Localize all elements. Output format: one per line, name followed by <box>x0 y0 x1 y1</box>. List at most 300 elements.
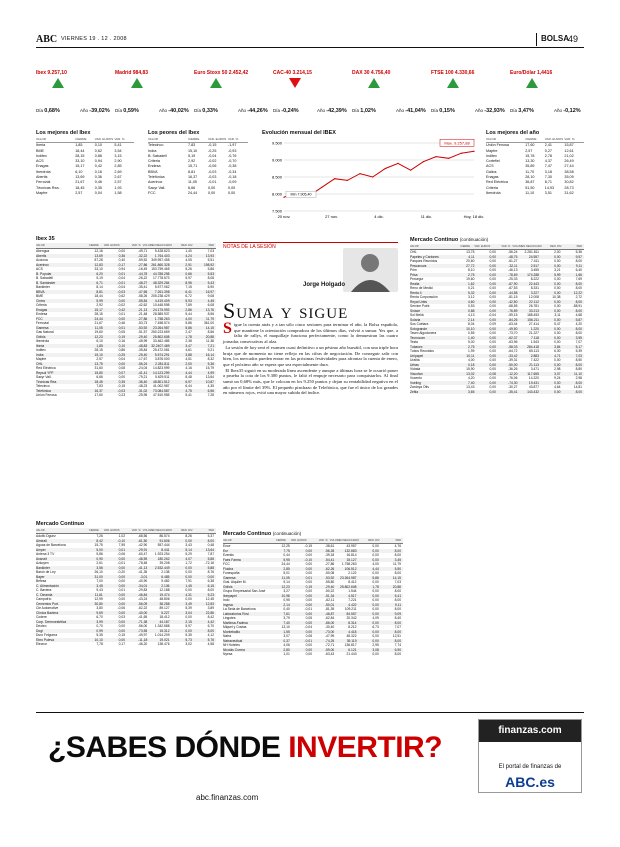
table-cell: 3,54 <box>114 148 122 153</box>
table-cell: Iberia <box>36 343 45 348</box>
table-cell: 0,00 <box>305 647 313 652</box>
table-cell: 0,00 <box>305 602 313 607</box>
table-cell: 4.422 <box>348 602 357 607</box>
table-cell: 8.222 <box>530 277 539 281</box>
x-tick-label: 27 nov. <box>325 214 338 219</box>
table-cell: 2,00 <box>554 250 561 254</box>
table-cell: -51,34 <box>324 593 335 598</box>
table-cell: 7,95 <box>118 543 126 547</box>
table-cell: 9,11 <box>394 602 402 607</box>
table-cell: -60,47 <box>137 552 148 556</box>
table-cell: 12,23 <box>281 584 290 589</box>
table-cell: Vidrala <box>410 367 421 371</box>
table-cell: Almirall <box>36 538 47 543</box>
table-cell: 48.801.512 <box>153 379 170 384</box>
table-cell: 6,90 <box>394 647 402 652</box>
table-title-suffix: (continuación) <box>459 237 489 242</box>
table-cell: 23.264.987 <box>153 325 170 330</box>
table-cell: 7,40 <box>468 380 475 385</box>
table-cell: 38.288 <box>159 601 170 606</box>
table-cell: 73.084.587 <box>153 388 170 393</box>
table-cell: 0,00 <box>554 259 561 263</box>
table-cell: -63,96 <box>508 340 518 344</box>
advertisement[interactable] <box>36 712 584 808</box>
table-cell: 5,26 <box>185 267 192 271</box>
table-cell: 0,00 <box>489 358 496 362</box>
table-cell: 7.221 <box>348 598 357 602</box>
table-cell: 20.342 <box>346 616 357 620</box>
table-cell: 28,73 <box>564 185 574 190</box>
ticker-day-value: 1,02% <box>360 108 376 114</box>
header-divider <box>536 33 537 46</box>
table-cell: 5,99 <box>554 272 561 277</box>
table-cell: 7,83 <box>188 143 196 148</box>
table-cell: 557.444 <box>157 543 170 547</box>
table-cell: 12.008 <box>528 295 539 299</box>
table-cell: 38,58 <box>564 169 574 174</box>
table-cell: -49,50 <box>508 326 518 331</box>
table-cell: 6,44 <box>185 384 192 388</box>
table-cell: 16,97 <box>205 289 215 294</box>
table-title: Mercado Continuo <box>36 521 85 527</box>
table-cell: 0,36 <box>118 253 126 258</box>
table-cell: 0,88 <box>468 308 475 313</box>
table-cell: 10,10 <box>466 326 475 331</box>
table-cell: 0,00 <box>554 286 561 290</box>
y-tick-label: 8.500 <box>271 174 282 180</box>
table-cell: 0,00 <box>305 620 313 625</box>
table-cell: 3.876.000 <box>154 357 170 361</box>
table-cell: 8,00 <box>575 299 583 304</box>
table-cell: 0,00 <box>305 652 313 656</box>
ticker-item <box>510 70 605 116</box>
table-cell: 0,00 <box>554 335 561 340</box>
table-cell: -0,18 <box>228 175 237 180</box>
table-cell: 0,05 <box>118 330 126 334</box>
table-cell: -12,20 <box>508 371 518 376</box>
table-cell: 0,00 <box>118 592 126 597</box>
table-cell: 2,61 <box>96 561 103 565</box>
table-cell: 33,10 <box>75 159 85 164</box>
table-cell: 26.781 <box>528 304 539 308</box>
table-cell: 21,02 <box>564 153 574 158</box>
table-cell: 9,11 <box>575 263 583 268</box>
table-cell: 1.758.263 <box>154 316 170 321</box>
table-cell: Amper <box>36 547 46 552</box>
table-cell: 2,67 <box>114 175 122 180</box>
table-cell: 28,15 <box>94 348 103 352</box>
table-cell: 4,00 <box>468 358 475 362</box>
table-cell: -0,10 <box>117 538 126 543</box>
table-cell: Funespaña <box>223 571 240 575</box>
table-cell: 13,69 <box>94 253 103 258</box>
table-cell: 3,04 <box>185 610 192 615</box>
table-cell: 13,64 <box>205 375 215 379</box>
table-cell: 7,74 <box>394 643 402 647</box>
table-cell: 13,43 <box>466 385 475 389</box>
table-cell: -56,28 <box>324 548 335 553</box>
table-cell: 7,07 <box>575 340 583 344</box>
table-cell: Inditex <box>36 153 47 158</box>
table-cell: 5,23 <box>207 592 215 597</box>
table-cell: 6,66 <box>96 375 103 379</box>
table-cell: -81,39 <box>324 607 335 611</box>
ticker-name: CAC-40 3.214,15 <box>273 70 312 76</box>
table-cell: 6.485 <box>161 574 170 579</box>
table-cell: 33,10 <box>94 267 103 271</box>
table-cell: 3,45 <box>394 557 402 562</box>
table-cell: 2.281.811 <box>524 250 539 254</box>
continuo-table-2 <box>223 530 403 657</box>
table-cell: 0,00 <box>372 553 379 557</box>
ticker-day: Día 0,33% <box>194 108 218 114</box>
table-cell: Inditex <box>486 153 497 158</box>
ticker-day: Día -0,24% <box>273 108 299 114</box>
table-cell: 8,00 <box>575 308 583 313</box>
table-cell: -33,42 <box>508 353 518 358</box>
article-paragraph-1: igue la cuenta atrás y a tan sólo cinco sesiones para terminar el año, la Bolsa española, que mantiene la orientación compradora de los últimos días, volvió a sumar. Yes que, a falta de rallys, el maquillaje funciona perfectamente, como lo demuestran las cuatro jornadas consecutivas al alza. <box>223 322 398 345</box>
table-cell: 0,03 <box>118 615 126 619</box>
table-cell: 19.474 <box>159 592 170 597</box>
table-cell: 1.543 <box>530 340 539 344</box>
ticker-year: Año -39,02% <box>80 108 110 114</box>
table-cell: 0,00 <box>489 299 496 304</box>
table-cell: 11,05 <box>188 180 197 185</box>
table-cell: BME <box>36 294 44 298</box>
table-cell: 4.517 <box>348 593 357 598</box>
table-cell: 32.2407.489 <box>151 343 170 348</box>
table-cell: Grifols <box>36 334 46 339</box>
table-cell: 5,44 <box>185 312 192 316</box>
table-cell: 0,04 <box>118 357 126 361</box>
table-cell: Urbas <box>410 362 419 367</box>
table-cell: 2,72 <box>575 295 583 299</box>
table-cell: Sos Cuétara <box>410 322 429 326</box>
data-point <box>410 170 411 171</box>
table-cell: 0,00 <box>489 362 496 367</box>
table-cell: Iberia <box>36 143 46 148</box>
table-cell: Sacyr Vall. <box>36 375 52 379</box>
table-cell: 28,15 <box>75 153 85 158</box>
table-cell: 51,50 <box>525 185 535 190</box>
table-cell: 2,80 <box>283 647 290 652</box>
table-cell: 7.458.574 <box>154 321 170 325</box>
table-cell: Mapfre <box>36 357 47 361</box>
table-cell: -0,04 <box>117 285 126 289</box>
table-cell: 4,24 <box>185 253 192 258</box>
table-cell: 7,75 <box>283 548 290 553</box>
table-cell: 0,00 <box>489 286 496 290</box>
table-cell: 10.448.598 <box>153 303 170 307</box>
table-cell: -32,22 <box>137 253 148 258</box>
table-cell: BME <box>36 148 44 153</box>
table-cell: -47,65 <box>137 289 148 294</box>
table-cell: Inypsa <box>223 602 233 607</box>
table-cell: Enagas <box>36 164 49 169</box>
table-cell: La Seda de Barcelona <box>223 607 256 611</box>
table-cell: -59,52 <box>137 258 148 262</box>
table-cell: -24,04 <box>137 366 148 370</box>
table-cell: 2.122 <box>348 571 357 575</box>
table-cell: 0,00 <box>489 295 496 299</box>
table-cell: Codere <box>36 615 47 619</box>
table-cell: 17,60 <box>94 393 103 397</box>
table-cell: -11,18 <box>138 637 148 642</box>
table-row <box>36 191 134 196</box>
table-cell: 25.802.608 <box>153 334 170 339</box>
table-cell: 8,00 <box>575 281 583 286</box>
table-cell: Viscofan <box>410 371 423 376</box>
table-cell: 156.211 <box>527 317 539 322</box>
table-cell: 3,89 <box>207 606 215 610</box>
table-cell: 16,14 <box>205 352 215 357</box>
table-cell: 0,00 <box>554 281 561 286</box>
table-cell: 4,44 <box>372 566 379 571</box>
table-cell: Ezentis <box>223 553 234 557</box>
table-cell: 0,00 <box>305 629 313 634</box>
table-cell: 0,00 <box>208 185 216 190</box>
table-cell: -29,83 <box>137 588 148 592</box>
table-cell: -0,25 <box>117 352 126 357</box>
table-cell: 0,00 <box>207 574 215 579</box>
table-cell: 11,38 <box>206 339 215 343</box>
table-cell: 6,71 <box>96 280 103 285</box>
table-cell: 4,06 <box>283 643 290 647</box>
table-cell: Prim <box>410 268 417 272</box>
table-cell: 3,49 <box>185 601 192 606</box>
arrow-down-icon <box>289 78 301 88</box>
table-cell: 31,62 <box>564 190 574 195</box>
table-cell: Testa <box>410 340 418 344</box>
table-cell: 11,05 <box>94 325 103 330</box>
table-cell: 8,04 <box>468 322 475 326</box>
table-cell: Gral. Alquiler M. <box>223 580 247 584</box>
table-cell: 5,39 <box>575 349 583 353</box>
table-cell: 2,86 <box>185 307 192 312</box>
table-cell: 7,28 <box>207 393 215 397</box>
table-cell: Reno de Medici <box>410 286 433 290</box>
table-cell: Ebro Puleva <box>36 637 54 642</box>
table-cell: 4,00 <box>185 316 192 321</box>
table-cell: -39,31 <box>508 358 518 362</box>
table-cell: 15,10 <box>94 352 103 357</box>
table-cell: Sacyr Vall. <box>148 185 166 190</box>
table-cell: Inditex <box>36 348 46 352</box>
table-cell: 0,94 <box>94 159 102 164</box>
column-header: VOLUMEN NEGOCIADO <box>512 245 542 248</box>
table-cell: 22,86 <box>205 610 215 615</box>
ticker-name: Ibex 9.257,10 <box>36 70 67 76</box>
table-cell: 0,21 <box>468 286 475 290</box>
table-cell: 16,37 <box>94 388 103 393</box>
table-cell: 7,78 <box>96 642 103 646</box>
table-cell: Aguas de Barcelona <box>36 543 66 547</box>
column-header: VOLUMEN NEGOCIADO <box>142 529 173 532</box>
table-cell: 5.574.291 <box>154 352 170 357</box>
table-cell: 0,00 <box>118 601 126 606</box>
table-cell: -46,13 <box>508 268 518 272</box>
ticker-year-value: -44,26% <box>247 108 268 114</box>
table-cell: 8,00 <box>575 380 583 385</box>
table-cell: Acerinox <box>148 180 163 185</box>
table-cell: 0,00 <box>372 629 379 634</box>
table-row <box>410 390 584 395</box>
table-cell: 0,70 <box>96 624 103 628</box>
data-point <box>473 151 474 152</box>
table-cell: 0,00 <box>489 290 496 295</box>
column-header: REN. DIV. <box>368 539 381 542</box>
table-cell: NH Hoteles <box>223 643 240 647</box>
table-cell: 0,00 <box>118 565 126 570</box>
ticker-year-value: -39,02% <box>89 108 110 114</box>
table-cell: 7,91 <box>185 579 192 583</box>
table-cell: 0,00 <box>118 610 126 615</box>
table-cell: 28.585.937 <box>153 312 170 316</box>
table-cell: ACS <box>36 159 44 164</box>
table-cell: 5,36 <box>575 250 583 254</box>
table-cell: 0,00 <box>554 254 561 259</box>
column-header: CIERRE <box>188 137 200 141</box>
table-cell: -42,62 <box>137 303 148 307</box>
table-cell: 205.238.429 <box>151 294 170 298</box>
table-cell: -41,41 <box>137 370 148 375</box>
table-cell: 8,81 <box>188 169 196 174</box>
table-cell: 0,00 <box>489 272 496 277</box>
ad-url[interactable]: abc.finanzas.com <box>196 793 259 802</box>
ticker-year-value: -41,04% <box>405 108 426 114</box>
table-cell: -58,26 <box>137 294 148 298</box>
ticker-day: Día 0,68% <box>36 108 60 114</box>
arrow-up-icon <box>447 78 459 88</box>
table-cell: 12,22 <box>573 290 583 295</box>
table-cell: 7,07 <box>394 625 402 629</box>
ad-brand-box[interactable] <box>478 719 582 793</box>
table-cell: 0,01 <box>118 312 126 316</box>
table-cell: 0,00 <box>489 268 496 272</box>
column-header: VALOR <box>36 244 45 247</box>
table-cell: 0,00 <box>489 331 496 335</box>
table-cell: 0,00 <box>372 557 379 562</box>
column-header: VAR. EUROS <box>544 137 564 141</box>
table-cell: -3,01 <box>139 574 148 579</box>
table-cell: 5,97 <box>185 624 192 628</box>
table-cell: 0,00 <box>554 389 561 394</box>
table-cell: -0,17 <box>117 262 126 267</box>
table-cell: 0,00 <box>185 597 192 601</box>
table-cell: Prosegur <box>410 277 424 281</box>
table-cell: 12,83 <box>205 601 215 606</box>
table-cell: 3,45 <box>96 583 103 588</box>
table-cell: 0,00 <box>208 190 216 195</box>
column-header: REN. DIV. <box>181 244 194 247</box>
ticker-day-value: 3,47% <box>518 108 534 114</box>
table-cell: 0,10 <box>118 343 126 348</box>
table-cell: 21.113 <box>529 362 539 367</box>
table-cell: Gas Natural <box>36 330 54 334</box>
table-cell: -0,25 <box>208 148 217 153</box>
table-cell: 5,19 <box>96 276 103 280</box>
table-cell: -40,90 <box>137 579 148 583</box>
table-cell: 0,00 <box>489 340 496 344</box>
table-cell: -64,72 <box>508 349 518 353</box>
table-cell: 138.476 <box>157 642 170 646</box>
ticker-day-value: 0,33% <box>202 108 218 114</box>
table-cell: -21,48 <box>137 312 148 316</box>
table-cell: 2.136 <box>161 583 170 588</box>
table-cell: -0,15 <box>304 544 313 548</box>
table-cell: 1.014.209 <box>154 633 170 637</box>
table-cell: 4,11 <box>468 254 475 259</box>
table-cell: 84.557 <box>346 611 357 616</box>
table-cell: 7,26 <box>96 534 103 538</box>
table-cell: 9,21 <box>207 348 215 352</box>
column-header: VAR. EUROS <box>290 539 307 542</box>
table-title-suffix: (continuación) <box>272 531 302 536</box>
ticker-day: Día 0,15% <box>431 108 455 114</box>
table-cell: BBVA <box>148 169 158 174</box>
table-cell: -0,01 <box>117 561 126 565</box>
table-cell: -0,76 <box>228 153 237 158</box>
table-cell: 198,92 <box>203 262 215 267</box>
ticker-year: Año -41,04% <box>396 108 426 114</box>
table-cell: 0,36 <box>94 175 102 180</box>
column-header: VALOR <box>148 137 158 141</box>
table-cell: 7,69 <box>575 277 583 281</box>
table-cell: -62,37 <box>508 335 518 340</box>
table-cell: Mapfre <box>36 190 48 195</box>
table-cell: 26,10 <box>94 570 103 574</box>
table-cell: Unipapel <box>410 353 424 358</box>
table-cell: 0,86 <box>118 348 126 352</box>
column-header: VAR. EUROS <box>474 245 491 248</box>
table-cell: 1,01 <box>283 652 290 656</box>
table-cell: 6,56 <box>207 388 215 393</box>
table-cell: 5,99 <box>96 298 103 303</box>
table-cell: 8,32 <box>207 357 215 361</box>
table-cell: 14.123.299 <box>153 370 170 375</box>
table-cell: Deoleo <box>36 624 47 628</box>
table-cell: -0,03 <box>208 169 217 174</box>
table-cell: 0,66 <box>185 271 192 276</box>
table-cell: 2,41 <box>544 143 552 148</box>
column-header: PER <box>208 244 214 247</box>
table-cell: -48,59 <box>137 556 148 561</box>
table-cell: -79,21 <box>137 375 148 379</box>
table-cell: -78,48 <box>137 561 148 565</box>
data-point <box>283 197 284 198</box>
table-cell: 0,00 <box>489 277 496 281</box>
table-cell: 1,02 <box>118 534 126 538</box>
table-cell: 8,00 <box>394 553 402 557</box>
table-cell: 3,95 <box>575 335 583 340</box>
table-cell: 8,00 <box>394 598 402 602</box>
table-cell: 1.544 <box>348 589 357 593</box>
table-cell: Vocento <box>410 376 422 380</box>
table-cell: 0,00 <box>372 593 379 598</box>
table-cell: 35,09 <box>564 175 574 180</box>
table-cell: 13,10 <box>281 625 290 629</box>
table-cell: 5,41 <box>394 593 402 598</box>
table-cell: 8,00 <box>394 652 402 656</box>
table-cell: 7,00 <box>96 579 103 583</box>
table-cell: Técnicas Rea. <box>36 185 60 190</box>
ticker-year-value: -40,02% <box>168 108 189 114</box>
table-cell: 2,95 <box>372 643 379 647</box>
table-cell: 43.957 <box>346 544 357 548</box>
table-cell: -0,03 <box>117 388 126 393</box>
table-cell: -0,08 <box>488 371 496 376</box>
column-header: VAR. % <box>131 244 141 247</box>
